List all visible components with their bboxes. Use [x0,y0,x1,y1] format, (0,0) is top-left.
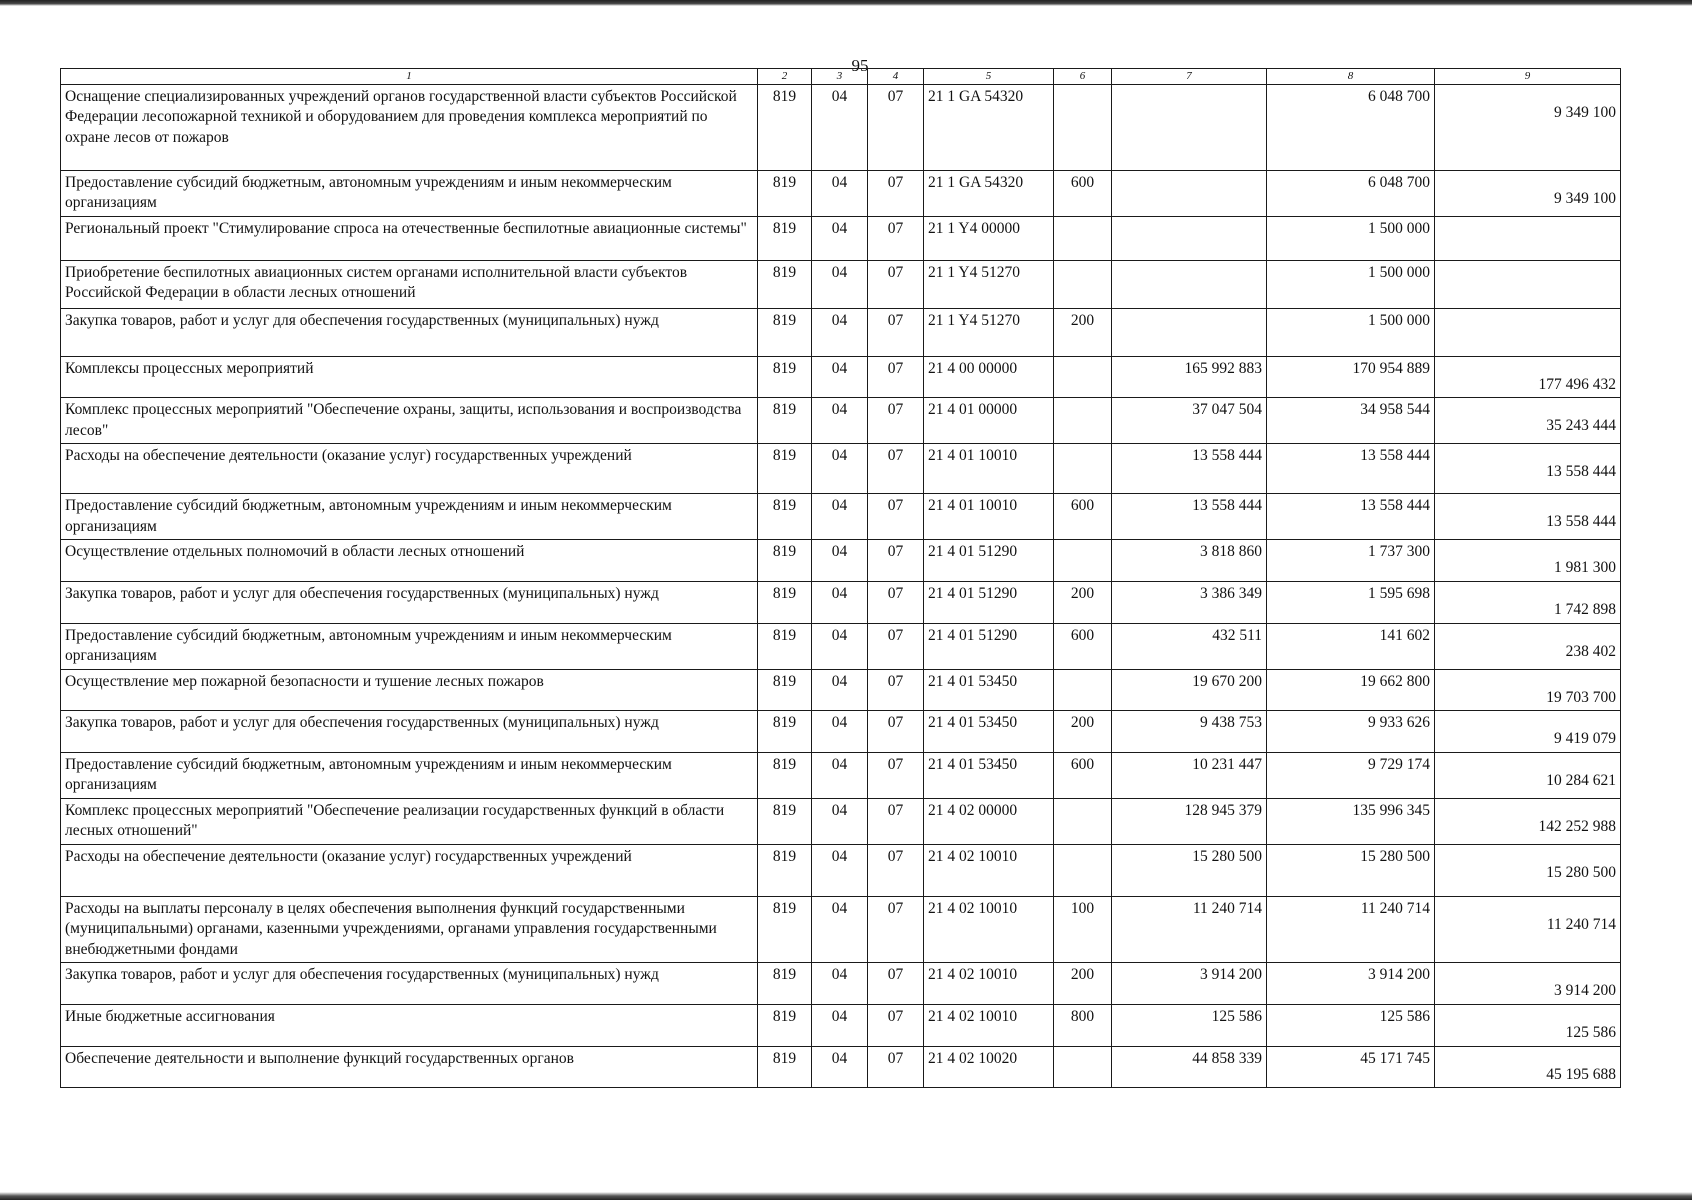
row-expense-type: 200 [1054,308,1112,356]
row-amount-col7: 10 231 447 [1112,752,1267,798]
row-section: 04 [812,1005,868,1046]
row-target-article: 21 4 01 00000 [924,398,1054,444]
row-amount-col9: 15 280 500 [1435,844,1621,896]
table-row [61,356,1621,397]
row-amount-col8: 1 595 698 [1267,581,1435,623]
row-section: 04 [812,844,868,896]
row-amount-col8: 170 954 889 [1267,356,1435,397]
row-subsection: 07 [868,540,924,581]
row-section: 04 [812,494,868,540]
row-expense-type [1054,798,1112,844]
row-amount-col9: 1 742 898 [1435,581,1621,623]
header-col-8: 8 [1267,69,1435,85]
table-row [61,1005,1621,1046]
row-amount-col8: 13 558 444 [1267,444,1435,494]
row-amount-col8: 11 240 714 [1267,896,1435,962]
row-target-article: 21 4 01 51290 [924,623,1054,669]
row-expense-type [1054,398,1112,444]
row-name: Предоставление субсидий бюджетным, автономным учреждениям и иным некоммерческим организациям [61,752,758,798]
row-name: Предоставление субсидий бюджетным, автономным учреждениям и иным некоммерческим организациям [61,494,758,540]
row-expense-type: 100 [1054,896,1112,962]
row-grbs: 819 [758,710,812,752]
row-amount-col9 [1435,308,1621,356]
row-grbs: 819 [758,581,812,623]
row-section: 04 [812,623,868,669]
row-subsection: 07 [868,798,924,844]
header-col-7: 7 [1112,69,1267,85]
row-amount-col9: 13 558 444 [1435,494,1621,540]
table-row [61,444,1621,494]
table-row [61,963,1621,1005]
header-col-6: 6 [1054,69,1112,85]
row-section: 04 [812,171,868,217]
table-row [61,260,1621,308]
row-expense-type [1054,540,1112,581]
row-target-article: 21 4 01 51290 [924,540,1054,581]
row-amount-col8: 125 586 [1267,1005,1435,1046]
row-amount-col7: 13 558 444 [1112,444,1267,494]
row-amount-col9: 9 349 100 [1435,85,1621,171]
row-grbs: 819 [758,398,812,444]
row-amount-col9: 9 419 079 [1435,710,1621,752]
row-target-article: 21 4 00 00000 [924,356,1054,397]
row-amount-col9: 35 243 444 [1435,398,1621,444]
row-amount-col9: 13 558 444 [1435,444,1621,494]
row-section: 04 [812,444,868,494]
row-amount-col8: 1 500 000 [1267,216,1435,260]
row-amount-col7: 15 280 500 [1112,844,1267,896]
row-subsection: 07 [868,494,924,540]
row-subsection: 07 [868,896,924,962]
row-name: Региональный проект "Стимулирование спроса на отечественные беспилотные авиационные системы" [61,216,758,260]
row-expense-type [1054,260,1112,308]
row-amount-col7: 3 386 349 [1112,581,1267,623]
row-name: Расходы на обеспечение деятельности (оказание услуг) государственных учреждений [61,444,758,494]
row-amount-col8: 34 958 544 [1267,398,1435,444]
row-grbs: 819 [758,444,812,494]
row-amount-col7 [1112,308,1267,356]
row-amount-col8: 141 602 [1267,623,1435,669]
row-amount-col8: 45 171 745 [1267,1046,1435,1087]
row-section: 04 [812,85,868,171]
row-target-article: 21 1 GA 54320 [924,171,1054,217]
row-subsection: 07 [868,1046,924,1087]
row-amount-col7 [1112,171,1267,217]
row-target-article: 21 4 01 53450 [924,710,1054,752]
row-expense-type [1054,216,1112,260]
row-section: 04 [812,710,868,752]
row-expense-type [1054,356,1112,397]
row-amount-col7 [1112,260,1267,308]
row-name: Расходы на обеспечение деятельности (оказание услуг) государственных учреждений [61,844,758,896]
header-row [61,69,1621,85]
row-target-article: 21 4 02 10010 [924,896,1054,962]
row-target-article: 21 1 GA 54320 [924,85,1054,171]
row-grbs: 819 [758,669,812,710]
row-grbs: 819 [758,216,812,260]
row-amount-col9: 19 703 700 [1435,669,1621,710]
row-amount-col7: 44 858 339 [1112,1046,1267,1087]
row-amount-col7: 11 240 714 [1112,896,1267,962]
row-amount-col8: 9 729 174 [1267,752,1435,798]
row-target-article: 21 4 01 51290 [924,581,1054,623]
row-grbs: 819 [758,896,812,962]
row-name: Расходы на выплаты персоналу в целях обеспечения выполнения функций государственными (муниципальными) органами, казенными учреждениями, органами управления государственными внебюджетными фондами [61,896,758,962]
row-name: Приобретение беспилотных авиационных систем органами исполнительной власти субъектов Российской Федерации в области лесных отношений [61,260,758,308]
row-grbs: 819 [758,494,812,540]
row-target-article: 21 1 Y4 51270 [924,308,1054,356]
header-col-1: 1 [61,69,758,85]
row-grbs: 819 [758,1046,812,1087]
row-amount-col8: 13 558 444 [1267,494,1435,540]
row-target-article: 21 1 Y4 51270 [924,260,1054,308]
row-name: Закупка товаров, работ и услуг для обеспечения государственных (муниципальных) нужд [61,963,758,1005]
row-name: Осуществление отдельных полномочий в области лесных отношений [61,540,758,581]
row-amount-col8: 135 996 345 [1267,798,1435,844]
row-subsection: 07 [868,444,924,494]
row-amount-col7: 37 047 504 [1112,398,1267,444]
row-expense-type [1054,1046,1112,1087]
table-header [61,69,1621,85]
row-amount-col9: 125 586 [1435,1005,1621,1046]
row-subsection: 07 [868,963,924,1005]
row-subsection: 07 [868,308,924,356]
row-target-article: 21 4 01 10010 [924,444,1054,494]
row-name: Предоставление субсидий бюджетным, автономным учреждениям и иным некоммерческим организациям [61,171,758,217]
table-row [61,398,1621,444]
row-section: 04 [812,540,868,581]
row-expense-type [1054,844,1112,896]
row-expense-type [1054,444,1112,494]
table-row [61,494,1621,540]
row-target-article: 21 4 02 10010 [924,844,1054,896]
row-amount-col8: 1 737 300 [1267,540,1435,581]
row-grbs: 819 [758,171,812,217]
row-grbs: 819 [758,752,812,798]
row-grbs: 819 [758,85,812,171]
row-grbs: 819 [758,356,812,397]
row-name: Предоставление субсидий бюджетным, автономным учреждениям и иным некоммерческим организациям [61,623,758,669]
row-amount-col7: 125 586 [1112,1005,1267,1046]
row-amount-col9: 9 349 100 [1435,171,1621,217]
row-subsection: 07 [868,623,924,669]
header-col-4: 4 [868,69,924,85]
row-grbs: 819 [758,623,812,669]
table-row [61,896,1621,962]
budget-table [60,68,1621,1088]
row-subsection: 07 [868,85,924,171]
row-target-article: 21 4 02 10010 [924,1005,1054,1046]
row-grbs: 819 [758,308,812,356]
row-target-article: 21 4 02 00000 [924,798,1054,844]
row-amount-col8: 6 048 700 [1267,171,1435,217]
row-amount-col7: 3 818 860 [1112,540,1267,581]
table-row [61,669,1621,710]
row-name: Закупка товаров, работ и услуг для обеспечения государственных (муниципальных) нужд [61,581,758,623]
table-row [61,581,1621,623]
row-subsection: 07 [868,710,924,752]
row-amount-col9: 238 402 [1435,623,1621,669]
row-grbs: 819 [758,540,812,581]
row-section: 04 [812,356,868,397]
scan-edge-bottom [0,1192,1692,1200]
row-section: 04 [812,798,868,844]
row-subsection: 07 [868,171,924,217]
row-name: Комплекс процессных мероприятий "Обеспечение реализации государственных функций в области лесных отношений" [61,798,758,844]
row-amount-col7: 128 945 379 [1112,798,1267,844]
table-row [61,171,1621,217]
table-row [61,216,1621,260]
row-amount-col8: 1 500 000 [1267,260,1435,308]
row-expense-type: 600 [1054,752,1112,798]
table-row [61,844,1621,896]
row-section: 04 [812,896,868,962]
header-col-3: 3 [812,69,868,85]
row-name: Обеспечение деятельности и выполнение функций государственных органов [61,1046,758,1087]
row-subsection: 07 [868,356,924,397]
table-row [61,752,1621,798]
row-subsection: 07 [868,260,924,308]
row-target-article: 21 4 02 10010 [924,963,1054,1005]
row-amount-col8: 15 280 500 [1267,844,1435,896]
row-target-article: 21 4 02 10020 [924,1046,1054,1087]
row-amount-col7: 432 511 [1112,623,1267,669]
row-amount-col9: 10 284 621 [1435,752,1621,798]
row-section: 04 [812,1046,868,1087]
row-amount-col9: 142 252 988 [1435,798,1621,844]
row-name: Иные бюджетные ассигнования [61,1005,758,1046]
header-col-2: 2 [758,69,812,85]
row-target-article: 21 4 01 53450 [924,669,1054,710]
row-name: Комплексы процессных мероприятий [61,356,758,397]
row-section: 04 [812,308,868,356]
row-section: 04 [812,260,868,308]
row-subsection: 07 [868,1005,924,1046]
row-amount-col9: 1 981 300 [1435,540,1621,581]
row-amount-col9: 177 496 432 [1435,356,1621,397]
row-subsection: 07 [868,581,924,623]
row-amount-col7: 19 670 200 [1112,669,1267,710]
row-section: 04 [812,752,868,798]
row-subsection: 07 [868,844,924,896]
row-grbs: 819 [758,798,812,844]
row-amount-col8: 3 914 200 [1267,963,1435,1005]
row-grbs: 819 [758,844,812,896]
row-expense-type: 200 [1054,963,1112,1005]
row-name: Осуществление мер пожарной безопасности и тушение лесных пожаров [61,669,758,710]
row-subsection: 07 [868,216,924,260]
row-amount-col9 [1435,216,1621,260]
row-amount-col7 [1112,216,1267,260]
row-amount-col7 [1112,85,1267,171]
row-grbs: 819 [758,260,812,308]
row-amount-col8: 6 048 700 [1267,85,1435,171]
header-col-9: 9 [1435,69,1621,85]
row-amount-col7: 13 558 444 [1112,494,1267,540]
row-name: Оснащение специализированных учреждений органов государственной власти субъектов Российской Федерации лесопожарной техникой и оборудованием для проведения комплекса мероприятий по охране лесов от пожаров [61,85,758,171]
row-amount-col9: 45 195 688 [1435,1046,1621,1087]
page-number: 95 [851,56,869,75]
row-section: 04 [812,963,868,1005]
row-section: 04 [812,216,868,260]
table-row [61,623,1621,669]
row-amount-col8: 9 933 626 [1267,710,1435,752]
row-name: Закупка товаров, работ и услуг для обеспечения государственных (муниципальных) нужд [61,308,758,356]
row-subsection: 07 [868,669,924,710]
table-row [61,85,1621,171]
scan-edge-top [0,0,1692,6]
row-amount-col8: 19 662 800 [1267,669,1435,710]
row-name: Закупка товаров, работ и услуг для обеспечения государственных (муниципальных) нужд [61,710,758,752]
row-subsection: 07 [868,398,924,444]
row-section: 04 [812,398,868,444]
row-amount-col9 [1435,260,1621,308]
row-grbs: 819 [758,1005,812,1046]
table-row [61,710,1621,752]
row-expense-type: 600 [1054,623,1112,669]
row-expense-type [1054,669,1112,710]
row-expense-type: 200 [1054,710,1112,752]
row-subsection: 07 [868,752,924,798]
row-amount-col8: 1 500 000 [1267,308,1435,356]
row-expense-type: 600 [1054,494,1112,540]
row-amount-col7: 9 438 753 [1112,710,1267,752]
row-grbs: 819 [758,963,812,1005]
table-row [61,798,1621,844]
table-body [61,85,1621,1088]
table-row [61,1046,1621,1087]
row-target-article: 21 1 Y4 00000 [924,216,1054,260]
row-amount-col7: 165 992 883 [1112,356,1267,397]
row-expense-type: 600 [1054,171,1112,217]
row-amount-col9: 11 240 714 [1435,896,1621,962]
row-expense-type: 800 [1054,1005,1112,1046]
header-col-5: 5 [924,69,1054,85]
row-expense-type: 200 [1054,581,1112,623]
row-amount-col7: 3 914 200 [1112,963,1267,1005]
row-expense-type [1054,85,1112,171]
row-section: 04 [812,581,868,623]
row-target-article: 21 4 01 10010 [924,494,1054,540]
row-section: 04 [812,669,868,710]
table-row [61,308,1621,356]
row-name: Комплекс процессных мероприятий "Обеспечение охраны, защиты, использования и воспроизводства лесов" [61,398,758,444]
row-amount-col9: 3 914 200 [1435,963,1621,1005]
row-target-article: 21 4 01 53450 [924,752,1054,798]
table-row [61,540,1621,581]
